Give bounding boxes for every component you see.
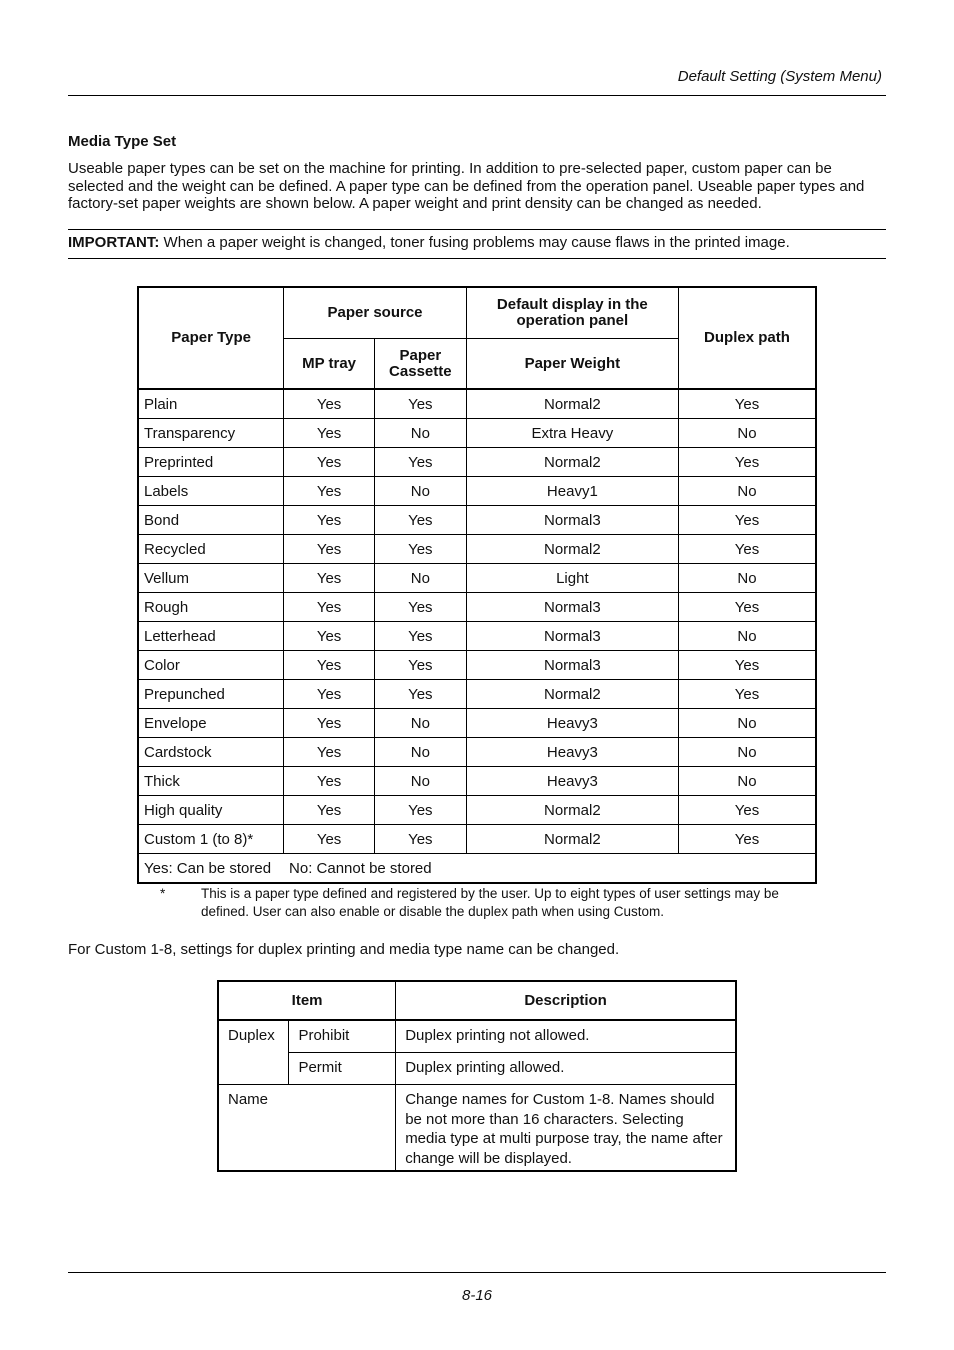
duplex-path-cell: Yes [678,651,816,680]
paper-weight-cell: Normal2 [466,796,678,825]
paper-type-cell: Color [138,651,284,680]
footer-divider [68,1272,886,1273]
paper-type-cell: Thick [138,767,284,796]
cassette-cell: No [374,709,466,738]
footnote-text: This is a paper type defined and registered by the user. Up to eight types of user settings may be defined. User can also enable or disable the duplex path when using Custom. [201,886,779,919]
table-row [138,477,816,506]
paper-type-cell: Custom 1 (to 8)* [138,825,284,854]
mp-tray-cell: Yes [284,477,375,506]
mp-tray-cell: Yes [284,389,375,419]
table-row [138,738,816,767]
page-number: 8-16 [461,1287,493,1304]
cassette-cell: Yes [374,680,466,709]
mp-tray-cell: Yes [284,825,375,854]
paper-type-cell: Letterhead [138,622,284,651]
legend-row [138,854,816,884]
important-note [68,229,886,259]
paper-weight-cell: Heavy3 [466,738,678,767]
mp-tray-cell: Yes [284,448,375,477]
name-item-cell: Name [218,1085,396,1172]
paper-type-cell: Envelope [138,709,284,738]
mp-tray-cell: Yes [284,796,375,825]
header-default-display: Default display in the operation panel [466,287,678,339]
table-row [138,796,816,825]
cassette-cell: No [374,477,466,506]
running-header: Default Setting (System Menu) [677,68,882,85]
table-row [138,535,816,564]
legend-cell [138,854,816,884]
duplex-path-cell: No [678,709,816,738]
table-row [218,1053,736,1085]
cassette-cell: Yes [374,389,466,419]
paper-weight-cell: Heavy1 [466,477,678,506]
paper-weight-cell: Light [466,564,678,593]
paper-weight-cell: Normal2 [466,535,678,564]
duplex-path-cell: Yes [678,506,816,535]
table-row [138,593,816,622]
table-row [218,1020,736,1053]
table-row [138,825,816,854]
important-label: IMPORTANT: [68,234,160,251]
cassette-cell: Yes [374,622,466,651]
duplex-path-cell: Yes [678,825,816,854]
paper-weight-cell: Normal3 [466,622,678,651]
paper-type-cell: Preprinted [138,448,284,477]
cassette-cell: Yes [374,535,466,564]
paper-weight-cell: Normal3 [466,651,678,680]
table-row [138,419,816,448]
mp-tray-cell: Yes [284,709,375,738]
table-row [138,564,816,593]
name-description: Change names for Custom 1-8. Names should be not more than 16 characters. Selecting media type at multi purpose tray, the name after change will be displayed. [396,1085,736,1172]
mp-tray-cell: Yes [284,506,375,535]
paper-weight-cell: Normal2 [466,680,678,709]
paper-weight-cell: Normal2 [466,448,678,477]
header-mp-tray: MP tray [284,339,375,390]
intro-paragraph: Useable paper types can be set on the machine for printing. In addition to pre-selected paper, custom paper can be selected and the weight can be defined. A paper type can be defined from the operation panel. Useable paper types and factory-set paper weights are shown below. A paper weight and print density can be changed as needed. [68,160,865,212]
header-paper-weight: Paper Weight [466,339,678,390]
mp-tray-cell: Yes [284,622,375,651]
table-row [138,767,816,796]
cassette-cell: Yes [374,825,466,854]
header-paper-type: Paper Type [138,287,284,389]
mp-tray-cell: Yes [284,680,375,709]
prohibit-description: Duplex printing not allowed. [396,1020,736,1053]
paper-type-cell: Vellum [138,564,284,593]
mp-tray-cell: Yes [284,651,375,680]
paper-type-cell: Transparency [138,419,284,448]
permit-cell: Permit [289,1053,396,1085]
duplex-path-cell: No [678,419,816,448]
section-heading: Media Type Set [68,133,177,150]
legend-yes: Yes: Can be stored [144,859,272,877]
cassette-cell: Yes [374,651,466,680]
mp-tray-cell: Yes [284,419,375,448]
header-item: Item [218,981,396,1020]
paper-type-cell: Plain [138,389,284,419]
legend-no: No: Cannot be stored [289,859,432,877]
header-paper-cassette: Paper Cassette [374,339,466,390]
duplex-path-cell: Yes [678,535,816,564]
table-row [138,680,816,709]
duplex-path-cell: No [678,622,816,651]
duplex-path-cell: No [678,477,816,506]
footnote-mark: * [160,886,166,901]
cassette-cell: No [374,738,466,767]
paper-weight-cell: Heavy3 [466,709,678,738]
header-description: Description [396,981,736,1020]
duplex-path-cell: Yes [678,680,816,709]
footnote [160,885,800,921]
paper-type-cell: High quality [138,796,284,825]
duplex-path-cell: No [678,767,816,796]
paper-type-cell: Prepunched [138,680,284,709]
mp-tray-cell: Yes [284,535,375,564]
custom-settings-table [217,980,737,1172]
cassette-cell: No [374,767,466,796]
table-row [138,709,816,738]
important-text: When a paper weight is changed, toner fusing problems may cause flaws in the printed image. [159,234,790,251]
paper-weight-cell: Extra Heavy [466,419,678,448]
table-row [138,651,816,680]
paper-type-cell: Recycled [138,535,284,564]
paper-weight-cell: Normal3 [466,506,678,535]
cassette-cell: Yes [374,593,466,622]
paper-weight-cell: Heavy3 [466,767,678,796]
paper-type-cell: Rough [138,593,284,622]
paper-weight-cell: Normal2 [466,825,678,854]
cassette-cell: Yes [374,506,466,535]
permit-description: Duplex printing allowed. [396,1053,736,1085]
media-type-table [137,286,817,884]
paper-type-cell: Cardstock [138,738,284,767]
duplex-path-cell: Yes [678,593,816,622]
header-paper-source: Paper source [284,287,467,339]
cassette-cell: Yes [374,448,466,477]
paper-weight-cell: Normal2 [466,389,678,419]
table-row [218,1085,736,1172]
cassette-cell: Yes [374,796,466,825]
paper-weight-cell: Normal3 [466,593,678,622]
header-duplex-path: Duplex path [678,287,816,389]
cassette-cell: No [374,564,466,593]
duplex-path-cell: No [678,738,816,767]
custom-note: For Custom 1-8, settings for duplex printing and media type name can be changed. [68,941,620,958]
mp-tray-cell: Yes [284,767,375,796]
duplex-path-cell: Yes [678,796,816,825]
prohibit-cell: Prohibit [289,1020,396,1053]
mp-tray-cell: Yes [284,738,375,767]
paper-type-cell: Labels [138,477,284,506]
duplex-path-cell: Yes [678,389,816,419]
table-row [138,506,816,535]
table-row [138,622,816,651]
paper-type-cell: Bond [138,506,284,535]
duplex-path-cell: No [678,564,816,593]
header-divider [68,95,886,96]
mp-tray-cell: Yes [284,564,375,593]
duplex-item-cell: Duplex [218,1020,289,1085]
cassette-cell: No [374,419,466,448]
mp-tray-cell: Yes [284,593,375,622]
table-row [138,389,816,419]
duplex-path-cell: Yes [678,448,816,477]
table-row [138,448,816,477]
